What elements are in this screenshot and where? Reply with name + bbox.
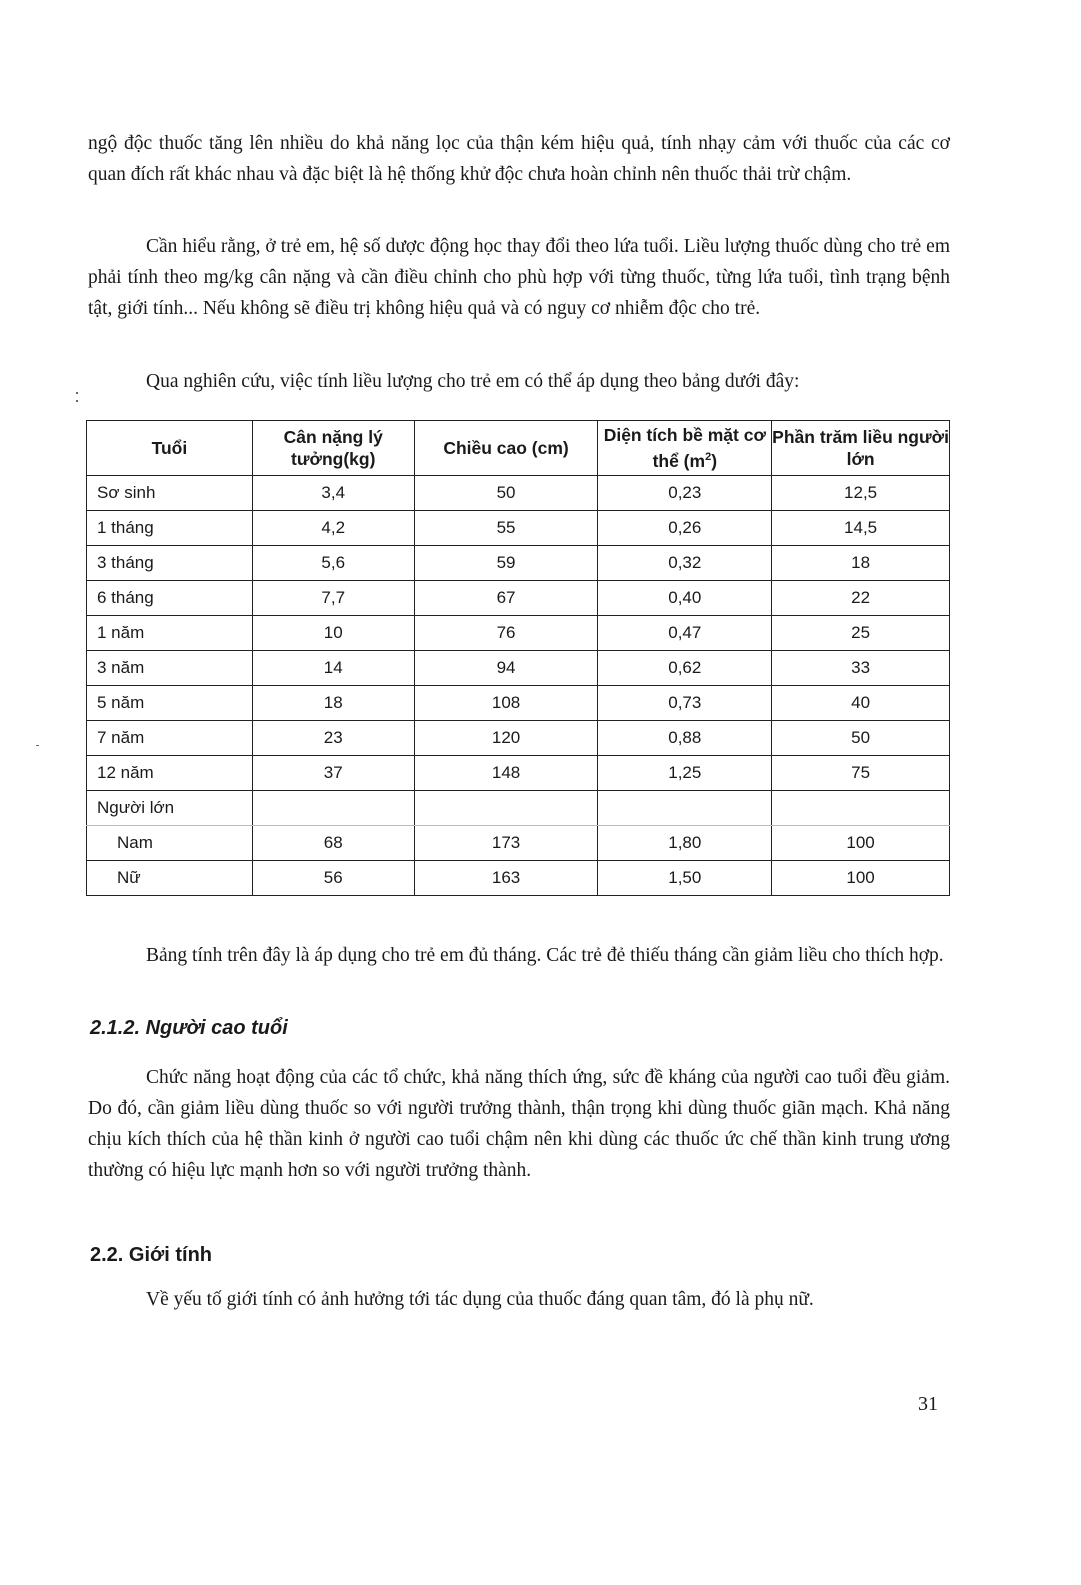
cell-surface: 0,88 [598, 721, 772, 756]
cell-height: 120 [414, 721, 598, 756]
paragraph-table-intro: Qua nghiên cứu, việc tính liều lượng cho trẻ em có thể áp dụng theo bảng dưới đây: [146, 371, 800, 392]
cell-weight: 68 [252, 826, 414, 861]
cell-weight: 10 [252, 616, 414, 651]
cell-height: 173 [414, 826, 598, 861]
cell-percent: 22 [772, 581, 950, 616]
cell-age: Nam [87, 826, 253, 861]
cell-height: 94 [414, 651, 598, 686]
cell-height: 108 [414, 686, 598, 721]
cell-empty [598, 791, 772, 826]
table-row [87, 686, 950, 721]
cell-empty [252, 791, 414, 826]
header-surface-end: ) [711, 450, 718, 471]
header-surface [598, 421, 772, 476]
cell-surface: 0,32 [598, 546, 772, 581]
cell-surface: 1,25 [598, 756, 772, 791]
table-header-row [87, 421, 950, 476]
paragraph-elderly: Chức năng hoạt động của các tổ chức, khả năng thích ứng, sức đề kháng của người cao tuổi đều giảm. Do đó, cần giảm liều dùng thuốc so với người trưởng thành, thận trọng khi dùng thuốc giãn mạch. Khả năng chịu kích thích của hệ thần kinh ở người cao tuổi chậm nên khi dùng các thuốc ức chế thần kinh trung ương thường có hiệu lực mạnh hơn so với người trưởng thành. [88, 1067, 950, 1181]
header-age: Tuổi [87, 421, 253, 476]
paragraph-toxicity: ngộ độc thuốc tăng lên nhiều do khả năng lọc của thận kém hiệu quả, tính nhạy cảm với thuốc của các cơ quan đích rất khác nhau và đặc biệt là hệ thống khử độc chưa hoàn chỉnh nên thuốc thải trừ chậm. [88, 133, 950, 185]
cell-weight: 37 [252, 756, 414, 791]
cell-weight: 3,4 [252, 476, 414, 511]
cell-percent: 14,5 [772, 511, 950, 546]
cell-height: 76 [414, 616, 598, 651]
cell-weight: 23 [252, 721, 414, 756]
cell-age: Nữ [87, 861, 253, 896]
table-row [87, 721, 950, 756]
cell-group-label: Người lớn [87, 791, 253, 826]
cell-age: 12 năm [87, 756, 253, 791]
paragraph-gender: Về yếu tố giới tính có ảnh hưởng tới tác dụng của thuốc đáng quan tâm, đó là phụ nữ. [146, 1289, 814, 1310]
cell-surface: 1,50 [598, 861, 772, 896]
table-group-row [87, 791, 950, 826]
cell-age: 5 năm [87, 686, 253, 721]
table-row [87, 651, 950, 686]
cell-surface: 0,73 [598, 686, 772, 721]
cell-percent: 75 [772, 756, 950, 791]
cell-weight: 7,7 [252, 581, 414, 616]
cell-height: 148 [414, 756, 598, 791]
cell-surface: 0,23 [598, 476, 772, 511]
cell-percent: 33 [772, 651, 950, 686]
cell-surface: 0,40 [598, 581, 772, 616]
cell-weight: 18 [252, 686, 414, 721]
cell-age: Sơ sinh [87, 476, 253, 511]
cell-age: 1 năm [87, 616, 253, 651]
table-row [87, 581, 950, 616]
cell-percent: 12,5 [772, 476, 950, 511]
table-row [87, 616, 950, 651]
cell-percent: 100 [772, 861, 950, 896]
heading-elderly: 2.1.2. Người cao tuổi [90, 1017, 288, 1039]
cell-age: 7 năm [87, 721, 253, 756]
scan-speck [36, 745, 39, 746]
cell-age: 1 tháng [87, 511, 253, 546]
cell-surface: 0,26 [598, 511, 772, 546]
cell-percent: 100 [772, 826, 950, 861]
header-surface-text: Diện tích bề mặt cơ thể (m [603, 425, 766, 471]
header-percent: Phần trăm liều người lớn [772, 421, 950, 476]
cell-surface: 0,62 [598, 651, 772, 686]
header-surface-sup: 2 [705, 451, 712, 464]
cell-percent: 18 [772, 546, 950, 581]
scan-speck [76, 392, 78, 394]
paragraph-pharmacokinetics: Cần hiểu rằng, ở trẻ em, hệ số dược động học thay đổi theo lứa tuổi. Liều lượng thuốc dùng cho trẻ em phải tính theo mg/kg cân nặng và cần điều chỉnh cho phù hợp với từng thuốc, từng lứa tuổi, tình trạng bệnh tật, giới tính... Nếu không sẽ điều trị không hiệu quả và có nguy cơ nhiễm độc cho trẻ. [88, 236, 950, 319]
dosage-table [86, 420, 950, 896]
cell-empty [414, 791, 598, 826]
table-row [87, 861, 950, 896]
header-height: Chiều cao (cm) [414, 421, 598, 476]
cell-surface: 1,80 [598, 826, 772, 861]
table-row [87, 476, 950, 511]
cell-weight: 14 [252, 651, 414, 686]
scan-speck [76, 400, 78, 402]
table-row [87, 826, 950, 861]
page-number: 31 [918, 1393, 938, 1415]
cell-percent: 25 [772, 616, 950, 651]
table-row [87, 546, 950, 581]
table-row [87, 511, 950, 546]
cell-age: 3 năm [87, 651, 253, 686]
cell-height: 163 [414, 861, 598, 896]
cell-height: 55 [414, 511, 598, 546]
cell-height: 50 [414, 476, 598, 511]
heading-gender: 2.2. Giới tính [90, 1244, 213, 1266]
cell-weight: 5,6 [252, 546, 414, 581]
cell-weight: 4,2 [252, 511, 414, 546]
cell-percent: 40 [772, 686, 950, 721]
cell-age: 3 tháng [87, 546, 253, 581]
cell-surface: 0,47 [598, 616, 772, 651]
cell-age: 6 tháng [87, 581, 253, 616]
cell-empty [772, 791, 950, 826]
cell-height: 67 [414, 581, 598, 616]
cell-percent: 50 [772, 721, 950, 756]
table-row [87, 756, 950, 791]
paragraph-table-note: Bảng tính trên đây là áp dụng cho trẻ em đủ tháng. Các trẻ đẻ thiếu tháng cần giảm liều cho thích hợp. [146, 945, 944, 966]
cell-height: 59 [414, 546, 598, 581]
header-weight: Cân nặng lý tưởng(kg) [252, 421, 414, 476]
cell-weight: 56 [252, 861, 414, 896]
